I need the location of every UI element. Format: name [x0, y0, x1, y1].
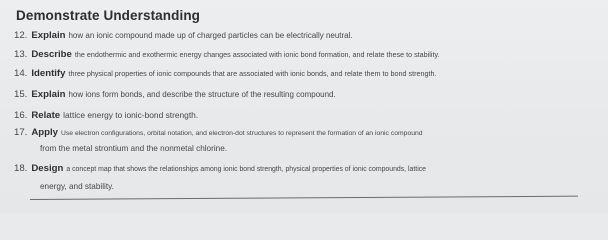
question-number: 17. — [14, 127, 28, 138]
question-continuation: energy, and stability. — [40, 182, 114, 191]
question-item — [14, 30, 353, 42]
question-text: a concept map that shows the relationships among ionic bond strength, physical properties of ionic compounds, lattice — [66, 166, 427, 173]
question-keyword: Identify — [31, 68, 66, 79]
question-text: lattice energy to ionic-bond strength. — [63, 110, 199, 120]
question-continuation: from the metal strontium and the nonmetal chlorine. — [40, 144, 228, 153]
question-text: Use electron configurations, orbital notation, and electron-dot structures to represent the formation of an ionic compound — [61, 130, 423, 137]
question-number: 13. — [14, 49, 28, 60]
question-number: 15. — [14, 89, 28, 100]
question-item — [14, 49, 440, 61]
question-number: 16. — [14, 110, 28, 121]
question-keyword: Relate — [31, 110, 61, 121]
question-keyword: Apply — [31, 127, 58, 138]
question-text: three physical properties of ionic compounds that are associated with ionic bonds, and relate them to bond strength. — [68, 69, 437, 78]
question-text: the endothermic and exothermic energy changes associated with ionic bond formation, and relate these to stability. — [74, 50, 440, 59]
question-number: 18. — [14, 163, 28, 174]
question-item — [14, 127, 423, 140]
section-title: Demonstrate Understanding — [16, 8, 201, 23]
question-number: 12. — [14, 30, 28, 41]
question-item — [14, 89, 336, 101]
question-item — [14, 163, 426, 176]
question-text: how an ionic compound made up of charged particles can be electrically neutral. — [68, 31, 353, 40]
divider-line — [30, 196, 578, 200]
question-keyword: Explain — [31, 30, 66, 41]
question-keyword: Explain — [31, 89, 66, 100]
question-keyword: Design — [31, 163, 64, 174]
question-item — [14, 109, 198, 122]
question-number: 14. — [14, 68, 28, 79]
question-text: how ions form bonds, and describe the structure of the resulting compound. — [68, 90, 336, 99]
question-item — [14, 68, 436, 80]
question-keyword: Describe — [31, 49, 72, 60]
